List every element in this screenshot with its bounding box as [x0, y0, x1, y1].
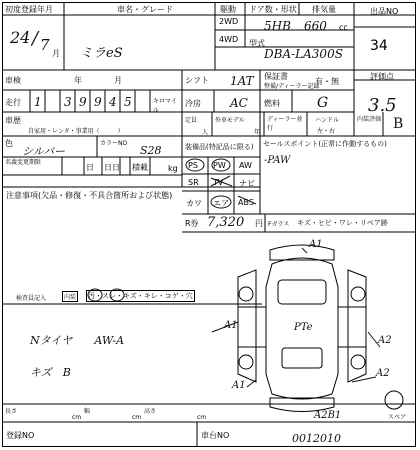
width-unit: cm — [132, 414, 142, 421]
shift-label: シフト — [185, 76, 209, 85]
drive-2wd: 2WD — [219, 17, 239, 26]
mileage-digit-5: 4 — [109, 95, 117, 109]
first-reg-label: 初度登録年月 — [5, 5, 53, 14]
load-capacity-label: 積載 — [132, 163, 148, 172]
interior-box-label: 内装 — [62, 291, 78, 302]
usage-label: 車歴 — [5, 116, 21, 125]
note-line-2: キズ B — [30, 366, 71, 379]
car-name-grade-label: 車名・グレード — [117, 5, 173, 14]
ac-value: AC — [230, 96, 248, 110]
fuel-value: G — [317, 95, 329, 111]
shift-value: 1AT — [230, 74, 254, 88]
length-label: 長さ — [5, 408, 18, 415]
equip-leather: カワ — [186, 199, 202, 208]
equip-pw: PW — [213, 161, 226, 170]
ac-label: 冷房 — [185, 99, 201, 108]
warranty-yes-no: 有・無 — [315, 77, 339, 86]
reg-year: 24 — [10, 28, 31, 47]
reg-month-unit: 月 — [52, 49, 60, 58]
color-label: 色 — [5, 139, 13, 148]
color-number: S28 — [140, 144, 162, 157]
door-shape-value: 5HB — [264, 19, 291, 33]
damage-mark-right: A2 — [378, 335, 392, 346]
model-label: 型式 — [249, 39, 265, 48]
day-day-label: 日日 — [104, 163, 120, 172]
equip-abs: ABS — [238, 198, 254, 207]
note-line-1: Nタイヤ AW-A — [30, 334, 125, 347]
front-glass-label: Fガラス — [268, 221, 290, 228]
sales-point-label: セールスポイント(正常に作動するもの) — [263, 140, 387, 148]
warranty-label: 保証書 — [264, 72, 288, 81]
handle-label: ハンドル — [315, 117, 340, 124]
reg-slash: / — [32, 28, 39, 49]
equip-airbag: エア — [213, 199, 229, 208]
recycle-ticket-label: R券 — [185, 219, 199, 228]
height-label: 高さ — [144, 408, 157, 415]
front-glass-note: キズ・ヒビ・ワレ・リペア跡 — [297, 219, 388, 227]
displacement-label: 排気量 — [312, 5, 336, 14]
km-mile-label: キロマイル — [153, 98, 177, 114]
notes-heading: 注意事項(欠品・修復・不具合箇所および状態) — [6, 191, 173, 200]
mileage-digit-3: 9 — [79, 95, 87, 109]
equip-aw: AW — [239, 161, 252, 170]
mileage-digit-6: 5 — [124, 95, 132, 109]
damage-mark-center: PTe — [294, 322, 313, 333]
mileage-label: 走行 — [5, 98, 21, 107]
ext-model-label: 外車モデル — [215, 117, 245, 124]
shaken-label: 車検 — [5, 76, 21, 85]
capacity-unit: 人 — [202, 129, 209, 136]
damage-mark-left-rear: A1 — [232, 380, 246, 391]
displacement-unit: cc — [339, 23, 348, 32]
drive-label: 駆動 — [220, 5, 236, 14]
inspector-label: 検査員記入 — [16, 295, 47, 302]
warranty-sub-label: 整備/ディーラー記録 — [264, 83, 320, 90]
model-code: DBA-LA300S — [264, 47, 343, 61]
mileage-digit-2: 3 — [64, 95, 72, 109]
chassis-number-label: 車台NO — [201, 431, 230, 440]
mileage-digit-4: 9 — [94, 95, 102, 109]
equip-sr: SR — [188, 178, 199, 187]
color-number-label: カラーNO — [100, 140, 128, 147]
equip-tv: TV — [213, 178, 224, 187]
ext-model-year-unit: 年 — [254, 129, 261, 136]
displacement-value: 660 — [304, 19, 327, 33]
reg-month: 7 — [40, 36, 50, 54]
handle-side: 左・右 — [317, 128, 336, 135]
registration-number-label: 登録NO — [6, 431, 35, 440]
damage-mark-front: A1 — [309, 239, 323, 250]
sales-point-note: -PAW — [264, 155, 291, 166]
interior-condition-options: 汚・スレ・キズ・キレ・コゲ・穴 — [88, 292, 193, 300]
damage-mark-rear: A2B1 — [314, 410, 342, 421]
equip-ps: PS — [188, 161, 198, 170]
damage-mark-left: A1 — [224, 320, 238, 331]
name-change-day-unit: 日 — [86, 163, 94, 172]
recycle-ticket-value: 7,320 — [207, 215, 245, 230]
lot-number-label: 出品NO — [370, 7, 399, 16]
load-capacity-unit: kg — [168, 164, 178, 173]
interior-score-value: B — [393, 116, 404, 132]
width-label: 幅 — [84, 408, 91, 415]
dealer-parallel-label: ディーラー並行 — [267, 116, 303, 132]
fuel-label: 燃料 — [264, 99, 280, 108]
lot-number: 34 — [370, 38, 388, 54]
usage-options: 自家用・レンタ・事業用（ ） — [28, 128, 124, 135]
length-unit: cm — [72, 414, 82, 421]
chassis-number: 0012010 — [292, 432, 341, 445]
score-label: 評価点 — [370, 72, 394, 81]
vehicle-damage-diagram — [2, 2, 416, 447]
spare-tire-label: スペア — [388, 414, 407, 421]
capacity-label: 定員 — [185, 117, 198, 124]
score-value: 3.5 — [368, 95, 397, 116]
mileage-digit-1: 1 — [34, 95, 42, 109]
equip-navi: ナビ — [239, 179, 255, 188]
door-shape-label: ドア数・形状 — [249, 5, 297, 14]
recycle-ticket-unit: 円 — [255, 219, 263, 228]
interior-score-label: 内装評価 — [357, 116, 382, 123]
color-value: シルバー — [22, 145, 65, 158]
height-unit: cm — [197, 414, 207, 421]
car-name: ミラeS — [80, 46, 123, 61]
equipment-label: 装備品(特記品に限る) — [185, 143, 254, 151]
name-change-deadline-label: 名義変更期限 — [5, 159, 42, 166]
shaken-month-unit: 月 — [114, 76, 122, 85]
auction-inspection-sheet — [2, 2, 416, 447]
damage-mark-right-rear: A2 — [376, 368, 390, 379]
shaken-year-unit: 年 — [74, 76, 82, 85]
drive-4wd: 4WD — [219, 35, 239, 44]
